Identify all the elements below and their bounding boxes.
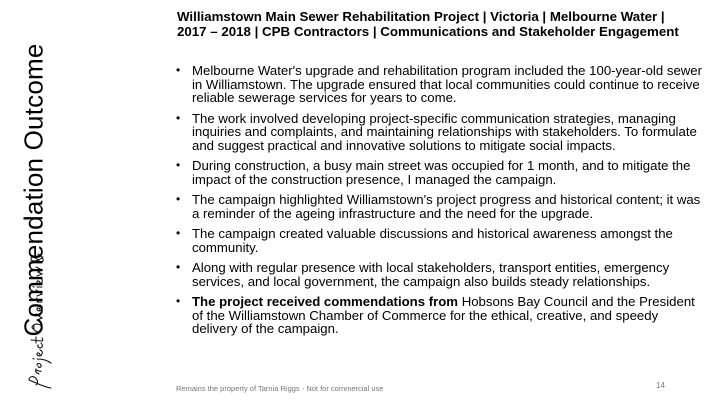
- bullet-item: [172, 64, 707, 105]
- bullet-text: The work involved developing project-specific communication strategies, managing inquiries and complaints, and maintaining relationships with stakeholders. To formulate and suggest practical and innovative solutions to mitigate social impacts.: [192, 110, 697, 153]
- bullet-icon: •: [176, 192, 181, 206]
- bullet-icon: •: [176, 260, 181, 274]
- bullet-list: [172, 64, 707, 343]
- bullet-icon: •: [176, 294, 181, 308]
- bullet-item: [172, 295, 707, 336]
- header-line-1: Williamstown Main Sewer Rehabilitation Project | Victoria | Melbourne Water |: [177, 9, 665, 24]
- bullet-text: Hobsons Bay Council and the President of the Williamstown Chamber of Commerce for the ethical, creative, and speedy delivery of the campaign.: [192, 294, 695, 336]
- slide-header: [177, 9, 707, 39]
- bullet-icon: •: [176, 226, 181, 240]
- bullet-bold: The project received commendations from: [192, 294, 459, 309]
- bullet-text: The campaign created valuable discussions and historical awareness amongst the community.: [192, 226, 673, 255]
- bullet-icon: •: [176, 158, 181, 172]
- page-number: 14: [656, 381, 665, 390]
- bullet-icon: •: [176, 110, 181, 125]
- bullet-item: [172, 193, 707, 220]
- header-line-2: 2017 – 2018 | CPB Contractors | Communications and Stakeholder Engagement: [177, 24, 679, 39]
- bullet-text: During construction, a busy main street was occupied for 1 month, and to mitigate the impact of the construction presence, I managed the campaign.: [192, 158, 691, 187]
- bullet-text: Melbourne Water's upgrade and rehabilitation program included the 100-year-old sewer in Williamstown. The upgrade ensured that local communities could continue to receive reliable sewerage services for years to come.: [192, 63, 703, 105]
- bullet-text: The campaign highlighted Williamstown's project progress and historical content; it was a reminder of the ageing infrastructure and the need for the upgrade.: [192, 192, 701, 221]
- bullet-text: Along with regular presence with local stakeholders, transport entities, emergency services, and local government, the campaign also builds steady relationships.: [192, 260, 670, 289]
- bullet-icon: •: [176, 63, 181, 77]
- bullet-item: [172, 261, 707, 288]
- bullet-item: [172, 159, 707, 186]
- side-title-text: Commendation Outcome: [18, 43, 49, 337]
- bullet-item: [172, 112, 707, 153]
- bullet-item: [172, 227, 707, 254]
- footer-note: Remains the property of Tarnia Riggs - Not for commercial use: [176, 384, 384, 393]
